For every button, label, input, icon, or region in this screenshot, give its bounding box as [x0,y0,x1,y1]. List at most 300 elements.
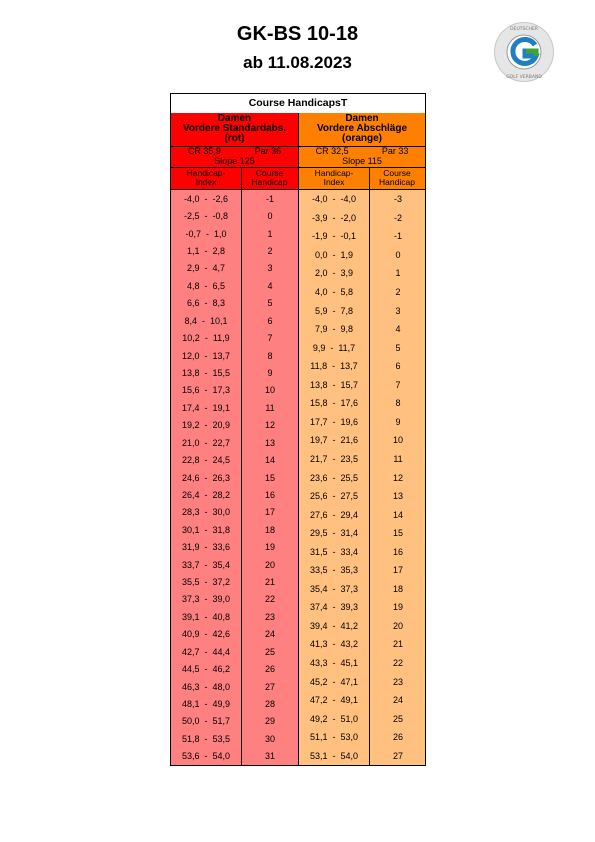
range-from: 2,9 [186,263,200,274]
handicap-index-range [171,210,241,222]
table-row [299,657,425,669]
table-row [299,509,425,521]
handicap-index-range [171,454,241,466]
range-to: 21,6 [340,435,359,446]
course-handicap-value: 8 [267,350,273,361]
range-to: 13,7 [212,350,231,361]
range-separator: - [199,524,213,535]
page-title: GK-BS 10-18 [236,23,359,45]
range-separator: - [199,489,213,500]
range-from: 17,7 [309,416,328,427]
course-handicap-value: 21 [392,639,403,650]
range-to: 37,3 [340,583,359,594]
handicap-index-range [171,437,241,449]
handicap-index-range [171,750,241,762]
range-separator: - [199,420,213,431]
range-to: 30,0 [212,507,231,518]
table-row [171,472,298,484]
table-row [299,397,425,409]
range-separator: - [201,228,214,239]
course-handicap-value: 16 [264,489,275,500]
range-separator: - [199,455,213,466]
range-separator: - [196,315,210,326]
right-title-line3: (orange) [342,133,382,144]
handicap-index-range [171,489,241,501]
course-handicap-value: 3 [395,305,401,316]
left-course-header-line1: Course [255,168,284,178]
handicap-index-range [171,576,241,588]
left-rating-block [171,147,298,168]
range-from: 13,8 [181,367,200,378]
handicap-index-range [171,663,241,675]
range-to: 17,6 [340,398,359,409]
range-separator: - [199,733,213,744]
table-row [171,559,298,571]
range-separator: - [327,398,341,409]
range-to: 49,1 [340,695,359,706]
table-row [171,332,298,344]
range-to: 33,4 [340,546,359,557]
table-row [171,297,298,309]
range-to: 35,3 [340,565,359,576]
handicap-index-range [299,305,369,317]
table-row [171,541,298,553]
table-row [171,646,298,658]
handicap-index-range [171,506,241,518]
course-handicap-value: 20 [264,559,275,570]
range-separator: - [327,620,341,631]
range-to: 28,2 [212,489,231,500]
range-to: 15,5 [212,367,231,378]
range-separator: - [199,402,213,413]
table-row [171,733,298,745]
table-row [299,620,425,632]
range-separator: - [199,751,213,762]
range-to: 44,4 [212,646,231,657]
table-row [299,360,425,372]
table-row [299,546,425,558]
range-to: 8,3 [212,298,226,309]
handicap-index-range [171,367,241,379]
range-from: 6,6 [186,298,200,309]
range-to: 6,5 [212,280,226,291]
range-from: 21,7 [309,453,328,464]
course-handicap-value: 0 [395,249,401,260]
table-row [171,280,298,292]
right-course-header [369,169,425,187]
range-separator: - [199,681,213,692]
range-to: 48,0 [212,681,231,692]
range-to: 10,1 [209,315,228,326]
course-handicap-value: -1 [393,231,402,242]
range-from: 10,2 [182,333,200,344]
course-handicap-value: 10 [392,435,403,446]
table-row [299,416,425,428]
range-separator: - [199,507,213,518]
range-from: 4,0 [314,287,328,298]
range-separator: - [327,750,341,761]
range-to: 19,1 [212,402,231,413]
handicap-index-range [299,342,369,354]
range-from: 43,3 [309,657,328,668]
handicap-index-range [171,593,241,605]
table-row [171,350,298,362]
course-handicap-value: 16 [392,546,403,557]
range-from: 40,9 [181,629,200,640]
table-row [171,367,298,379]
range-from: 12,0 [181,350,200,361]
left-tee-title [171,113,298,147]
range-to: 43,2 [340,639,359,650]
handicap-index-range [171,646,241,658]
course-handicap-value: 5 [267,298,273,309]
course-handicap-value: 11 [265,402,275,413]
left-title-line1: Damen [217,113,252,124]
course-handicap-value: 13 [392,491,403,502]
range-separator: - [199,611,213,622]
course-handicap-value: 9 [395,416,401,427]
range-from: 19,7 [309,435,328,446]
course-handicap-value: 5 [395,342,401,353]
left-course-header-line2: Handicap [251,177,288,187]
handicap-index-range [299,453,369,465]
range-to: 1,9 [340,249,354,260]
course-handicap-value: 27 [392,750,403,761]
course-handicap-value: 4 [395,324,401,335]
table-row [171,402,298,414]
range-to: -2,6 [212,193,229,204]
course-handicap-value: 14 [392,509,403,520]
handicap-index-range [299,472,369,484]
range-to: 2,8 [212,245,226,256]
table-row [299,750,425,762]
range-from: 15,6 [181,385,200,396]
range-from: 53,6 [181,751,200,762]
range-from: 33,5 [309,565,328,576]
course-handicap-value: 0 [267,211,273,222]
table-row [171,611,298,623]
course-handicap-value: 11 [393,453,403,464]
range-to: 11,7 [338,342,356,353]
table-row [299,676,425,688]
course-handicap-value: 21 [264,577,275,588]
range-to: 51,7 [212,716,231,727]
range-to: 29,4 [340,509,359,520]
range-separator: - [327,657,341,668]
table-row [299,601,425,613]
range-separator: - [327,602,341,613]
handicap-index-range [299,434,369,446]
handicap-index-range [299,379,369,391]
range-separator: - [327,379,341,390]
range-from: 27,6 [309,509,328,520]
svg-text:DEUTSCHER: DEUTSCHER [510,27,538,32]
range-separator: - [327,639,341,650]
course-handicap-value: 25 [264,646,275,657]
handicap-index-range [171,681,241,693]
table-row [299,249,425,261]
range-to: 3,9 [340,268,354,279]
left-tee-column [171,113,298,765]
handicap-index-range [299,193,369,205]
handicap-index-range [171,541,241,553]
range-from: 41,3 [309,639,328,650]
table-row [299,490,425,502]
handicap-index-range [171,297,241,309]
range-from: 51,1 [309,732,328,743]
left-column-headers [171,168,298,190]
handicap-index-range [171,419,241,431]
table-row [299,193,425,205]
table-row [299,731,425,743]
handicap-index-range [171,611,241,623]
range-separator: - [199,211,213,222]
range-separator: - [327,509,341,520]
course-handicap-value: 14 [264,455,275,466]
table-row [299,286,425,298]
range-from: 28,3 [181,507,200,518]
right-slope: Slope 115 [342,155,382,166]
course-handicap-value: 20 [392,620,403,631]
range-separator: - [199,350,213,361]
range-from: 35,4 [309,583,328,594]
handicap-index-range [299,694,369,706]
handicap-index-range [299,657,369,669]
course-handicap-value: 6 [267,315,273,326]
range-separator: - [199,594,213,605]
range-to: 24,5 [212,455,231,466]
handicap-index-range [299,750,369,762]
range-to: 27,5 [340,491,359,502]
course-handicap-value: -1 [265,193,274,204]
course-handicap-value: 15 [392,528,403,539]
course-handicap-value: 6 [395,361,401,372]
range-from: -2,5 [183,211,200,222]
handicap-index-range [171,350,241,362]
range-separator: - [327,249,341,260]
course-handicap-table [170,93,426,766]
range-to: 22,7 [212,437,231,448]
table-row [299,267,425,279]
range-to: 31,4 [340,528,359,539]
handicap-index-range [299,286,369,298]
range-separator: - [327,305,341,316]
table-row [299,638,425,650]
course-handicap-value: 25 [392,713,403,724]
course-handicap-value: 13 [264,437,275,448]
handicap-index-range [299,676,369,688]
range-to: 46,2 [212,664,231,675]
right-course-rating: CR 32,5 [315,146,349,156]
table-row [171,419,298,431]
table-row [171,750,298,762]
range-from: 31,5 [309,546,328,557]
range-from: 37,4 [309,602,328,613]
left-title-line3: (rot) [224,133,245,144]
range-to: 31,8 [212,524,231,535]
table-row [171,663,298,675]
handicap-index-range [299,267,369,279]
handicap-index-range [171,628,241,640]
course-handicap-value: 30 [264,733,275,744]
handicap-index-range [299,546,369,558]
table-row [171,698,298,710]
range-separator: - [199,385,213,396]
range-separator: - [327,231,341,242]
table-row [299,583,425,595]
right-course-header-line2: Handicap [379,177,415,187]
handicap-index-range [171,193,241,205]
range-separator: - [199,367,213,378]
table-row [171,315,298,327]
right-hcp-header-line1: Handicap- [314,168,354,178]
range-separator: - [327,565,341,576]
handicap-index-range [171,698,241,710]
table-row [171,628,298,640]
handicap-index-range [171,402,241,414]
handicap-index-range [171,715,241,727]
table-header: Course HandicapsT [171,94,425,114]
range-from: -0,7 [185,228,201,239]
range-to: 37,2 [212,577,231,588]
handicap-index-range [171,245,241,257]
left-course-rating: CR 35,9 [187,146,221,156]
range-from: 9,9 [312,342,326,353]
range-from: 30,1 [181,524,200,535]
svg-text:GOLF VERBAND: GOLF VERBAND [506,75,542,80]
range-separator: - [327,268,341,279]
table-row [171,593,298,605]
handicap-index-range [299,212,369,224]
course-handicap-value: -2 [393,212,402,223]
course-handicap-value: 1 [395,268,401,279]
range-separator: - [327,713,341,724]
table-row [171,228,298,240]
table-row [299,453,425,465]
handicap-index-range [171,384,241,396]
range-to: 4,7 [212,263,226,274]
range-separator: - [327,695,341,706]
table-row [171,210,298,222]
handicap-index-range [171,332,241,344]
course-handicap-value: 12 [264,420,275,431]
range-separator: - [327,212,341,223]
range-separator: - [199,646,213,657]
handicap-index-range [299,527,369,539]
handicap-index-range [299,601,369,613]
course-handicap-value: 28 [264,699,275,709]
left-hcp-header-line1: Handicap- [186,168,226,178]
range-to: 23,5 [340,453,359,464]
range-separator: - [327,583,341,594]
course-handicap-value: 22 [392,657,403,668]
handicap-index-range [299,713,369,725]
range-from: 22,8 [181,455,200,466]
range-separator: - [325,342,339,353]
table-row [299,694,425,706]
handicap-index-range [299,638,369,650]
range-to: 51,0 [340,713,359,724]
range-from: 13,8 [309,379,328,390]
range-separator: - [327,732,341,743]
range-to: 49,9 [212,699,231,709]
range-to: 17,3 [212,385,231,396]
range-separator: - [327,194,341,205]
handicap-index-range [299,509,369,521]
range-from: 29,5 [309,528,328,539]
range-from: 26,4 [181,489,200,500]
range-to: -0,1 [340,231,357,242]
table-row [299,305,425,317]
handicap-index-range [299,564,369,576]
left-title-line2: Vordere Standardabs. [182,123,287,134]
right-hcp-header [299,169,369,187]
handicap-index-range [171,733,241,745]
range-to: 45,1 [340,657,359,668]
table-row [171,262,298,274]
course-handicap-value: 3 [267,263,273,274]
range-from: 37,3 [181,594,200,605]
table-row [171,681,298,693]
range-separator: - [199,280,213,291]
range-separator: - [327,546,341,557]
handicap-index-range [299,490,369,502]
range-from: 53,1 [309,750,328,761]
range-separator: - [327,472,341,483]
right-tee-column [299,113,425,765]
course-handicap-value: 29 [264,716,275,727]
range-from: 0,0 [314,249,328,260]
right-rating-block [299,147,425,168]
table-row [299,230,425,242]
table-row [299,434,425,446]
table-row [171,715,298,727]
course-handicap-value: 10 [264,385,275,396]
range-to: 1,0 [214,228,227,239]
handicap-index-range [299,620,369,632]
range-from: 24,6 [181,472,200,483]
right-par: Par 33 [381,146,409,156]
range-from: 7,9 [314,324,328,335]
table-row [171,454,298,466]
range-from: -3,9 [311,212,328,223]
course-handicap-value: 23 [392,676,403,687]
table-row [299,713,425,725]
range-from: 11,8 [310,361,328,372]
handicap-index-range [171,524,241,536]
range-to: 35,4 [212,559,231,570]
range-separator: - [199,245,213,256]
range-to: -0,8 [212,211,229,222]
range-from: 45,2 [309,676,328,687]
course-handicap-value: 19 [264,542,275,553]
table-row [171,489,298,501]
page-subtitle: ab 11.08.2023 [243,53,352,72]
range-separator: - [199,559,213,570]
range-from: 5,9 [314,305,328,316]
course-handicap-value: 9 [267,367,273,378]
range-separator: - [199,298,213,309]
range-from: 42,7 [181,646,200,657]
handicap-index-range [299,360,369,372]
range-separator: - [199,577,213,588]
right-title-line1: Damen [345,113,379,124]
table-row [299,564,425,576]
range-from: 4,8 [186,280,200,291]
left-course-header [241,169,298,187]
range-separator: - [327,676,341,687]
course-handicap-value: 31 [264,751,275,762]
